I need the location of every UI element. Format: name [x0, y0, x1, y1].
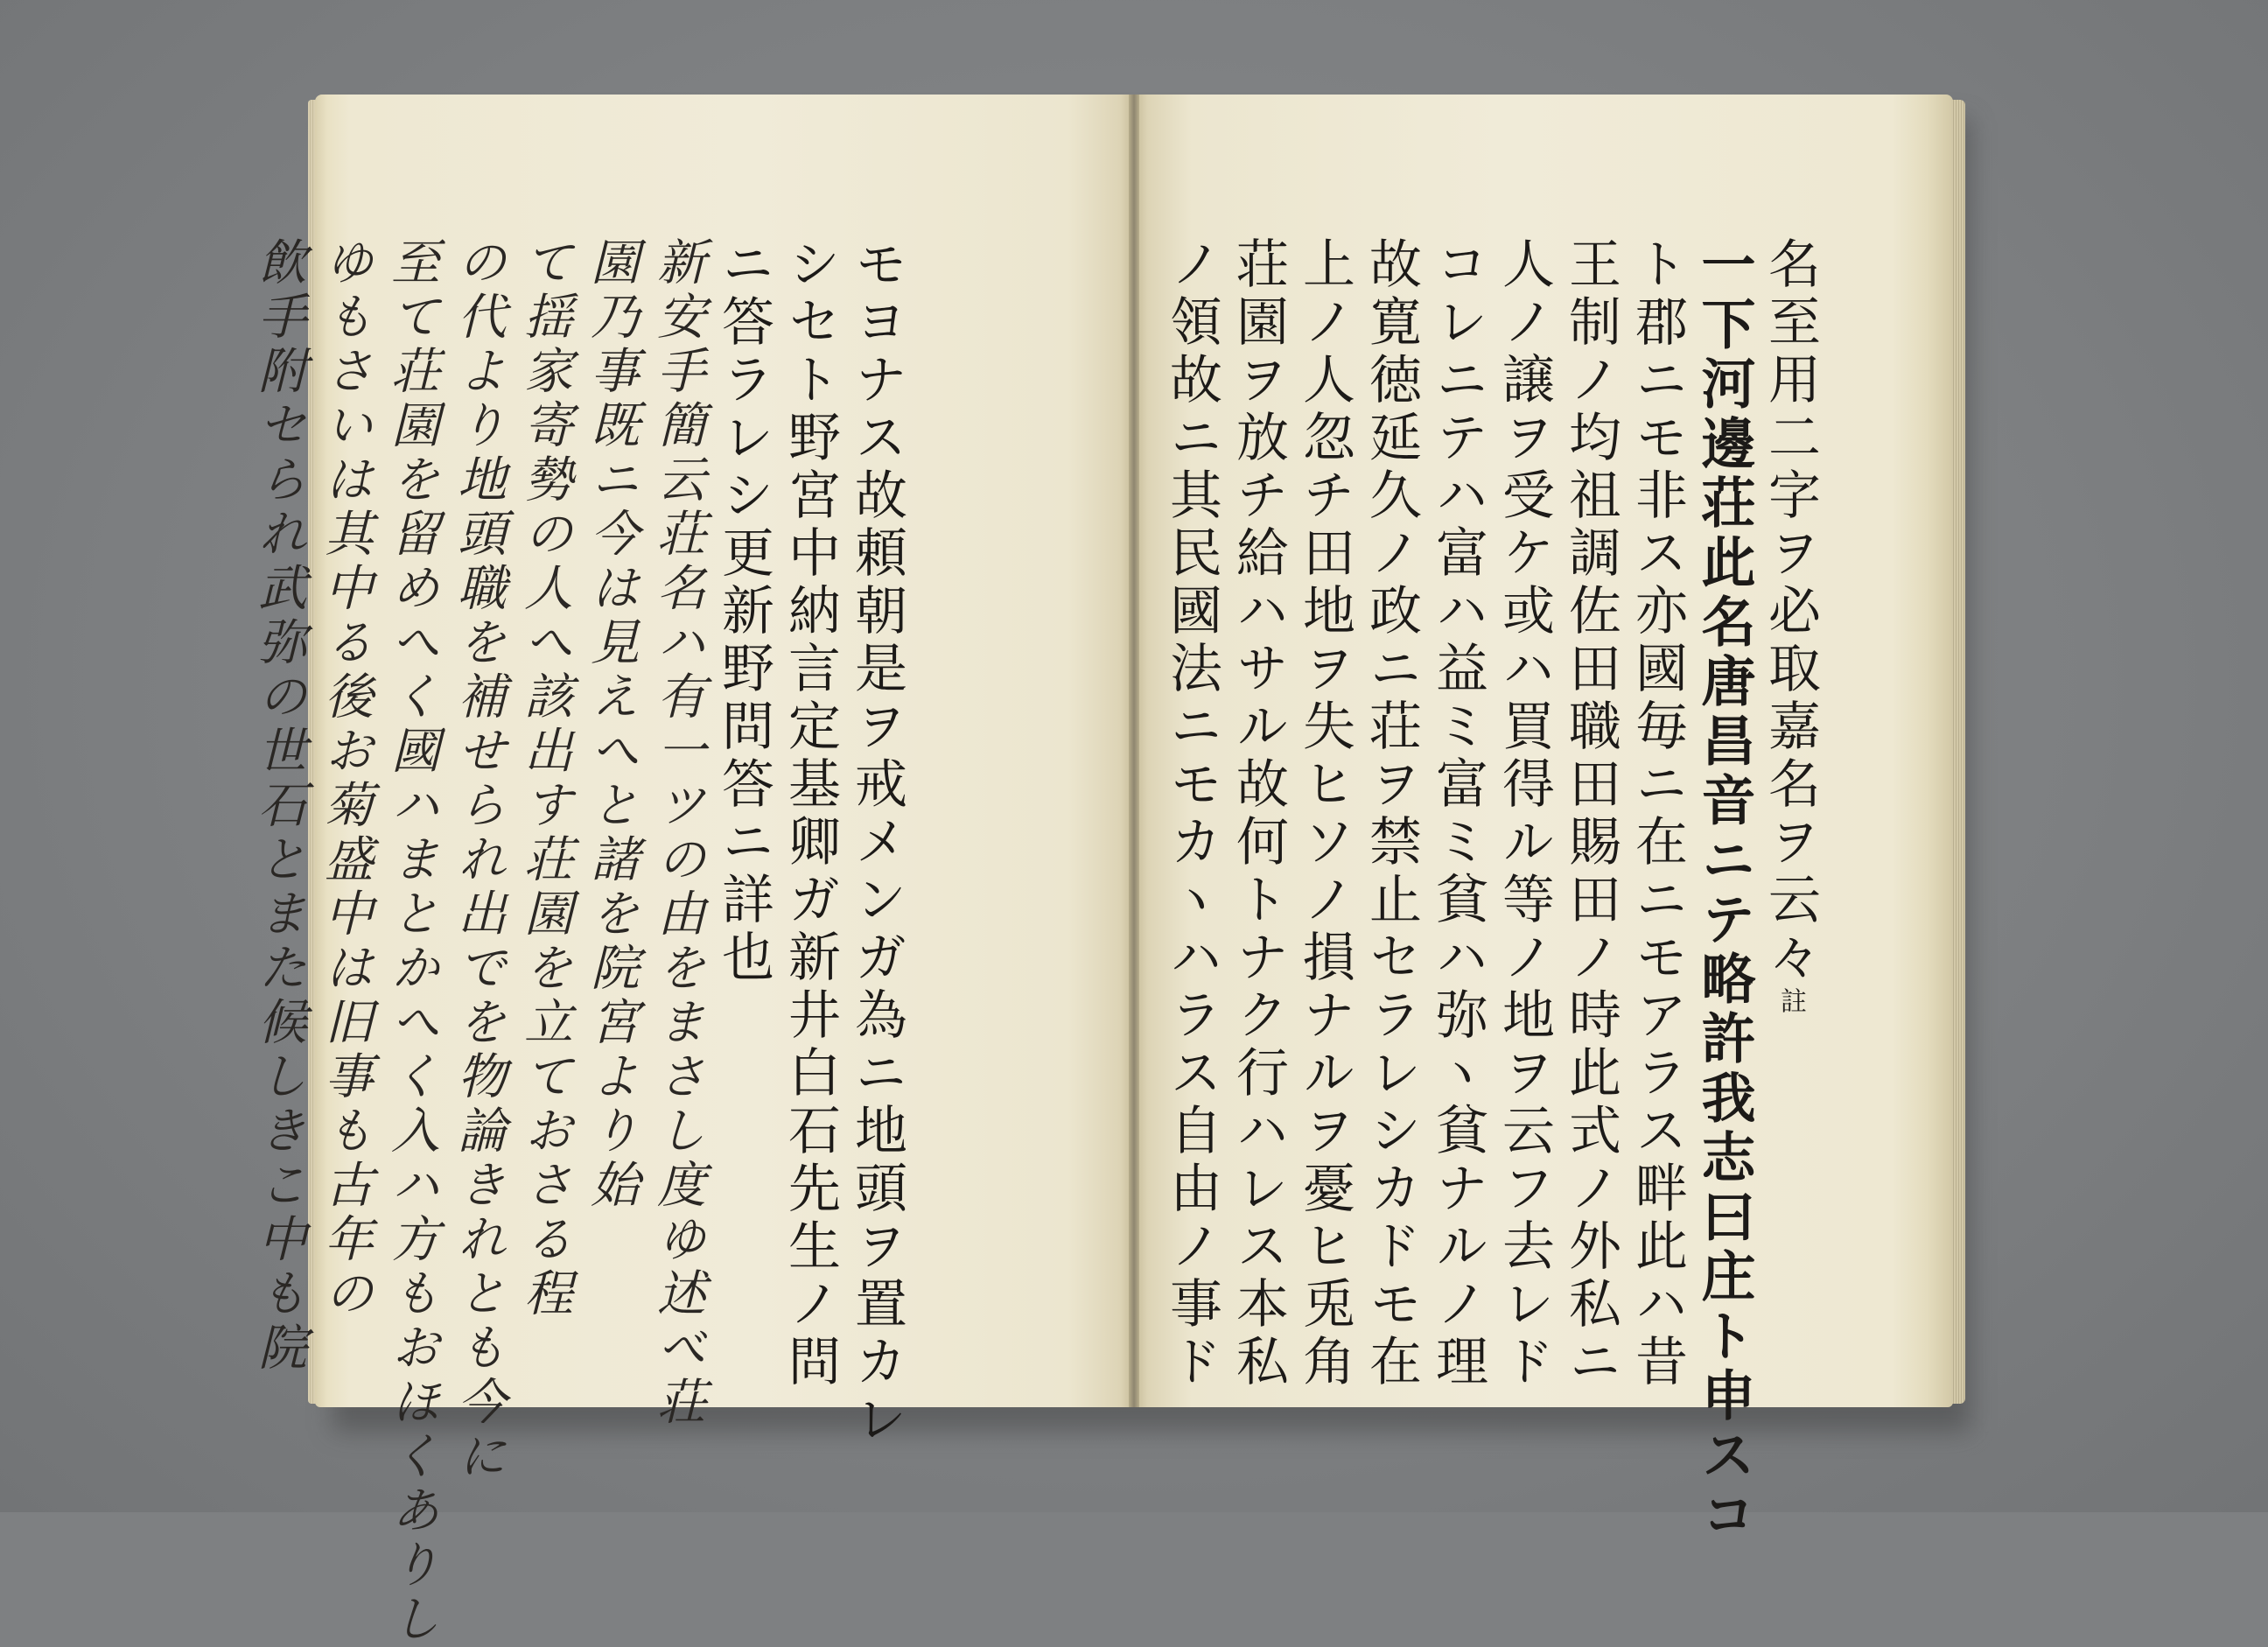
- right-page-column: 故寛徳延久ノ政ニ荘ヲ禁止セラレシカドモ在: [1361, 236, 1422, 1391]
- left-page-column: モヨナス故頼朝是ヲ戒メンガ為ニ地頭ヲ置カレ: [846, 236, 907, 1449]
- left-page-column: 至て荘園を留めへく國ハまとかへく入ハ方もおほくありし: [383, 236, 440, 1647]
- left-page-column: 飲手附セられ武弥の世石とまた候しきこ中も院: [250, 236, 307, 1376]
- left-page-column: 園乃事既ニ今は見えへと諸を院宮より始: [583, 236, 640, 1213]
- open-book: [250, 95, 1953, 1647]
- annotation-note: 註: [1775, 987, 1806, 1014]
- right-page-column: 名至用二字ヲ必取嘉名ヲ云々註: [1760, 236, 1821, 1014]
- right-page-text: [1158, 236, 1824, 1545]
- left-page-column: シセト野宮中納言定基卿ガ新井白石先生ノ問: [780, 236, 841, 1391]
- right-page-column: ノ領故ニ其民國法ニモカヽハラス自由ノ事ド: [1161, 236, 1222, 1391]
- left-page-text: [245, 236, 910, 1647]
- right-page-edges: [1951, 100, 1965, 1404]
- left-page-column: ゆもさいは其中る後お菊盛中は旧事も古年の: [317, 236, 374, 1321]
- book-gutter: [1129, 95, 1139, 1407]
- right-page-column: ト郡ニモ非ス亦國毎ニ在ニモアラス畔此ハ昔: [1627, 236, 1688, 1391]
- left-page-column: 新安手簡云荘名ハ有一ツの由をまさし度ゆ述べ荘: [649, 236, 706, 1430]
- left-page: [250, 95, 1129, 1647]
- right-page-column: 上ノ人忽チ田地ヲ失ヒソノ損ナルヲ憂ヒ兎角: [1294, 236, 1355, 1391]
- right-page-column: 人ノ譲ヲ受ケ或ハ買得ル等ノ地ヲ云フ去レド: [1494, 236, 1555, 1391]
- left-page-column: の代より地頭職を補せられ出でを物論きれとも今に: [450, 236, 507, 1484]
- right-page-column: コレニテハ富ハ益ミ富ミ貧ハ弥ヽ貧ナルノ理: [1427, 236, 1488, 1391]
- left-page-column: て揺家寄勢の人へ該出す荘園を立ておさる程: [516, 236, 573, 1321]
- right-page: [1139, 95, 1953, 1545]
- right-page-column: 荘園ヲ放チ給ハサル故何トナク行ハレス本私: [1228, 236, 1289, 1391]
- right-page-column: 一下河邊荘此名唐昌音ニテ略許我志曰庄ト申スコ: [1692, 236, 1756, 1545]
- right-page-column: 王制ノ均祖調佐田職田賜田ノ時此式ノ外私ニ: [1560, 236, 1621, 1391]
- left-page-column: ニ答ラレシ更新野問答ニ詳也: [713, 236, 774, 987]
